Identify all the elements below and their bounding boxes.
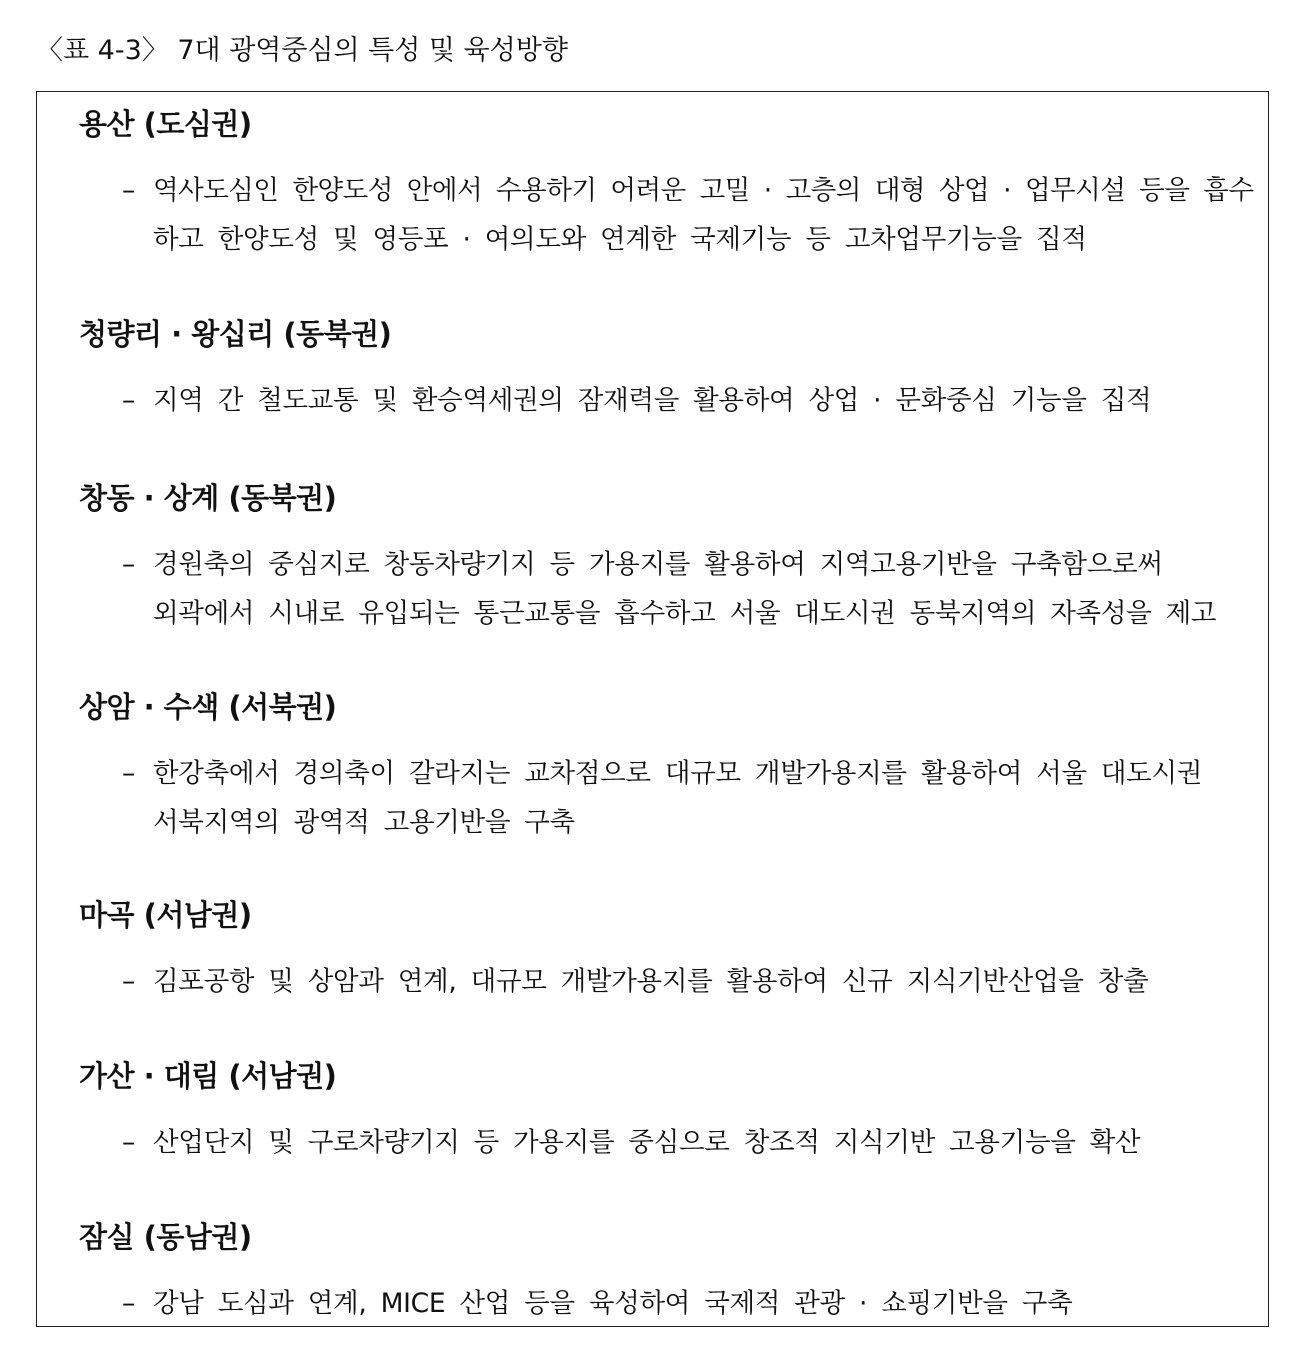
bullet-dash: – <box>122 385 135 416</box>
bullet-item <box>79 749 1254 847</box>
bullet-line: 지역 간 철도교통 및 환승역세권의 잠재력을 활용하여 상업 · 문화중심 기능을 집적 <box>153 385 1152 416</box>
bullet-line: 역사도심인 한양도성 안에서 수용하기 어려운 고밀 · 고층의 대형 상업 · 업무시설 등을 흡수 <box>153 175 1254 206</box>
bullet-item <box>79 540 1254 638</box>
section-magok <box>79 895 1254 1006</box>
bullet-line: 서북지역의 광역적 고용기반을 구축 <box>153 807 575 838</box>
bullet-item <box>79 1279 1254 1328</box>
bullet-dash: – <box>122 758 135 789</box>
bullet-dash: – <box>122 1127 135 1158</box>
section-heading: 잠실 (동남권) <box>79 1220 252 1254</box>
bullet-line: 경원축의 중심지로 창동차량기지 등 가용지를 활용하여 지역고용기반을 구축함으로써 <box>153 549 1163 580</box>
section-changdong-sanggye <box>79 478 1254 638</box>
section-gasan-daerim <box>79 1056 1254 1167</box>
bullet-item <box>79 376 1254 425</box>
section-heading: 상암 · 수색 (서북권) <box>79 690 337 724</box>
section-heading: 창동 · 상계 (동북권) <box>79 481 337 515</box>
section-heading: 가산 · 대림 (서남권) <box>79 1059 337 1093</box>
table-caption: 〈표 4-3〉 7대 광역중심의 특성 및 육성방향 <box>36 35 568 66</box>
section-yongsan <box>79 104 1254 264</box>
bullet-dash: – <box>122 1288 135 1319</box>
section-sangam-susaek <box>79 687 1254 847</box>
bullet-line: 김포공항 및 상암과 연계, 대규모 개발가용지를 활용하여 신규 지식기반산업을 창출 <box>153 966 1149 997</box>
section-heading: 청량리 · 왕십리 (동북권) <box>79 317 392 351</box>
bullet-dash: – <box>122 175 135 206</box>
bullet-line: 한강축에서 경의축이 갈라지는 교차점으로 대규모 개발가용지를 활용하여 서울 대도시권 <box>153 758 1203 789</box>
section-heading: 마곡 (서남권) <box>79 898 252 932</box>
bullet-item <box>79 166 1254 264</box>
bullet-dash: – <box>122 966 135 997</box>
bullet-line: 강남 도심과 연계, MICE 산업 등을 육성하여 국제적 관광 · 쇼핑기반을 구축 <box>153 1288 1073 1319</box>
section-heading: 용산 (도심권) <box>79 107 252 141</box>
bullet-line: 외곽에서 시내로 유입되는 통근교통을 흡수하고 서울 대도시권 동북지역의 자족성을 제고 <box>153 598 1217 629</box>
bullet-item <box>79 1118 1254 1167</box>
table-box <box>36 91 1269 1327</box>
bullet-dash: – <box>122 549 135 580</box>
bullet-line: 산업단지 및 구로차량기지 등 가용지를 중심으로 창조적 지식기반 고용기능을 확산 <box>153 1127 1141 1158</box>
section-jamsil <box>79 1217 1254 1328</box>
section-cheongnyangni-wangsimni <box>79 314 1254 425</box>
bullet-line: 하고 한양도성 및 영등포 · 여의도와 연계한 국제기능 등 고차업무기능을 집적 <box>153 224 1087 255</box>
bullet-item <box>79 957 1254 1006</box>
